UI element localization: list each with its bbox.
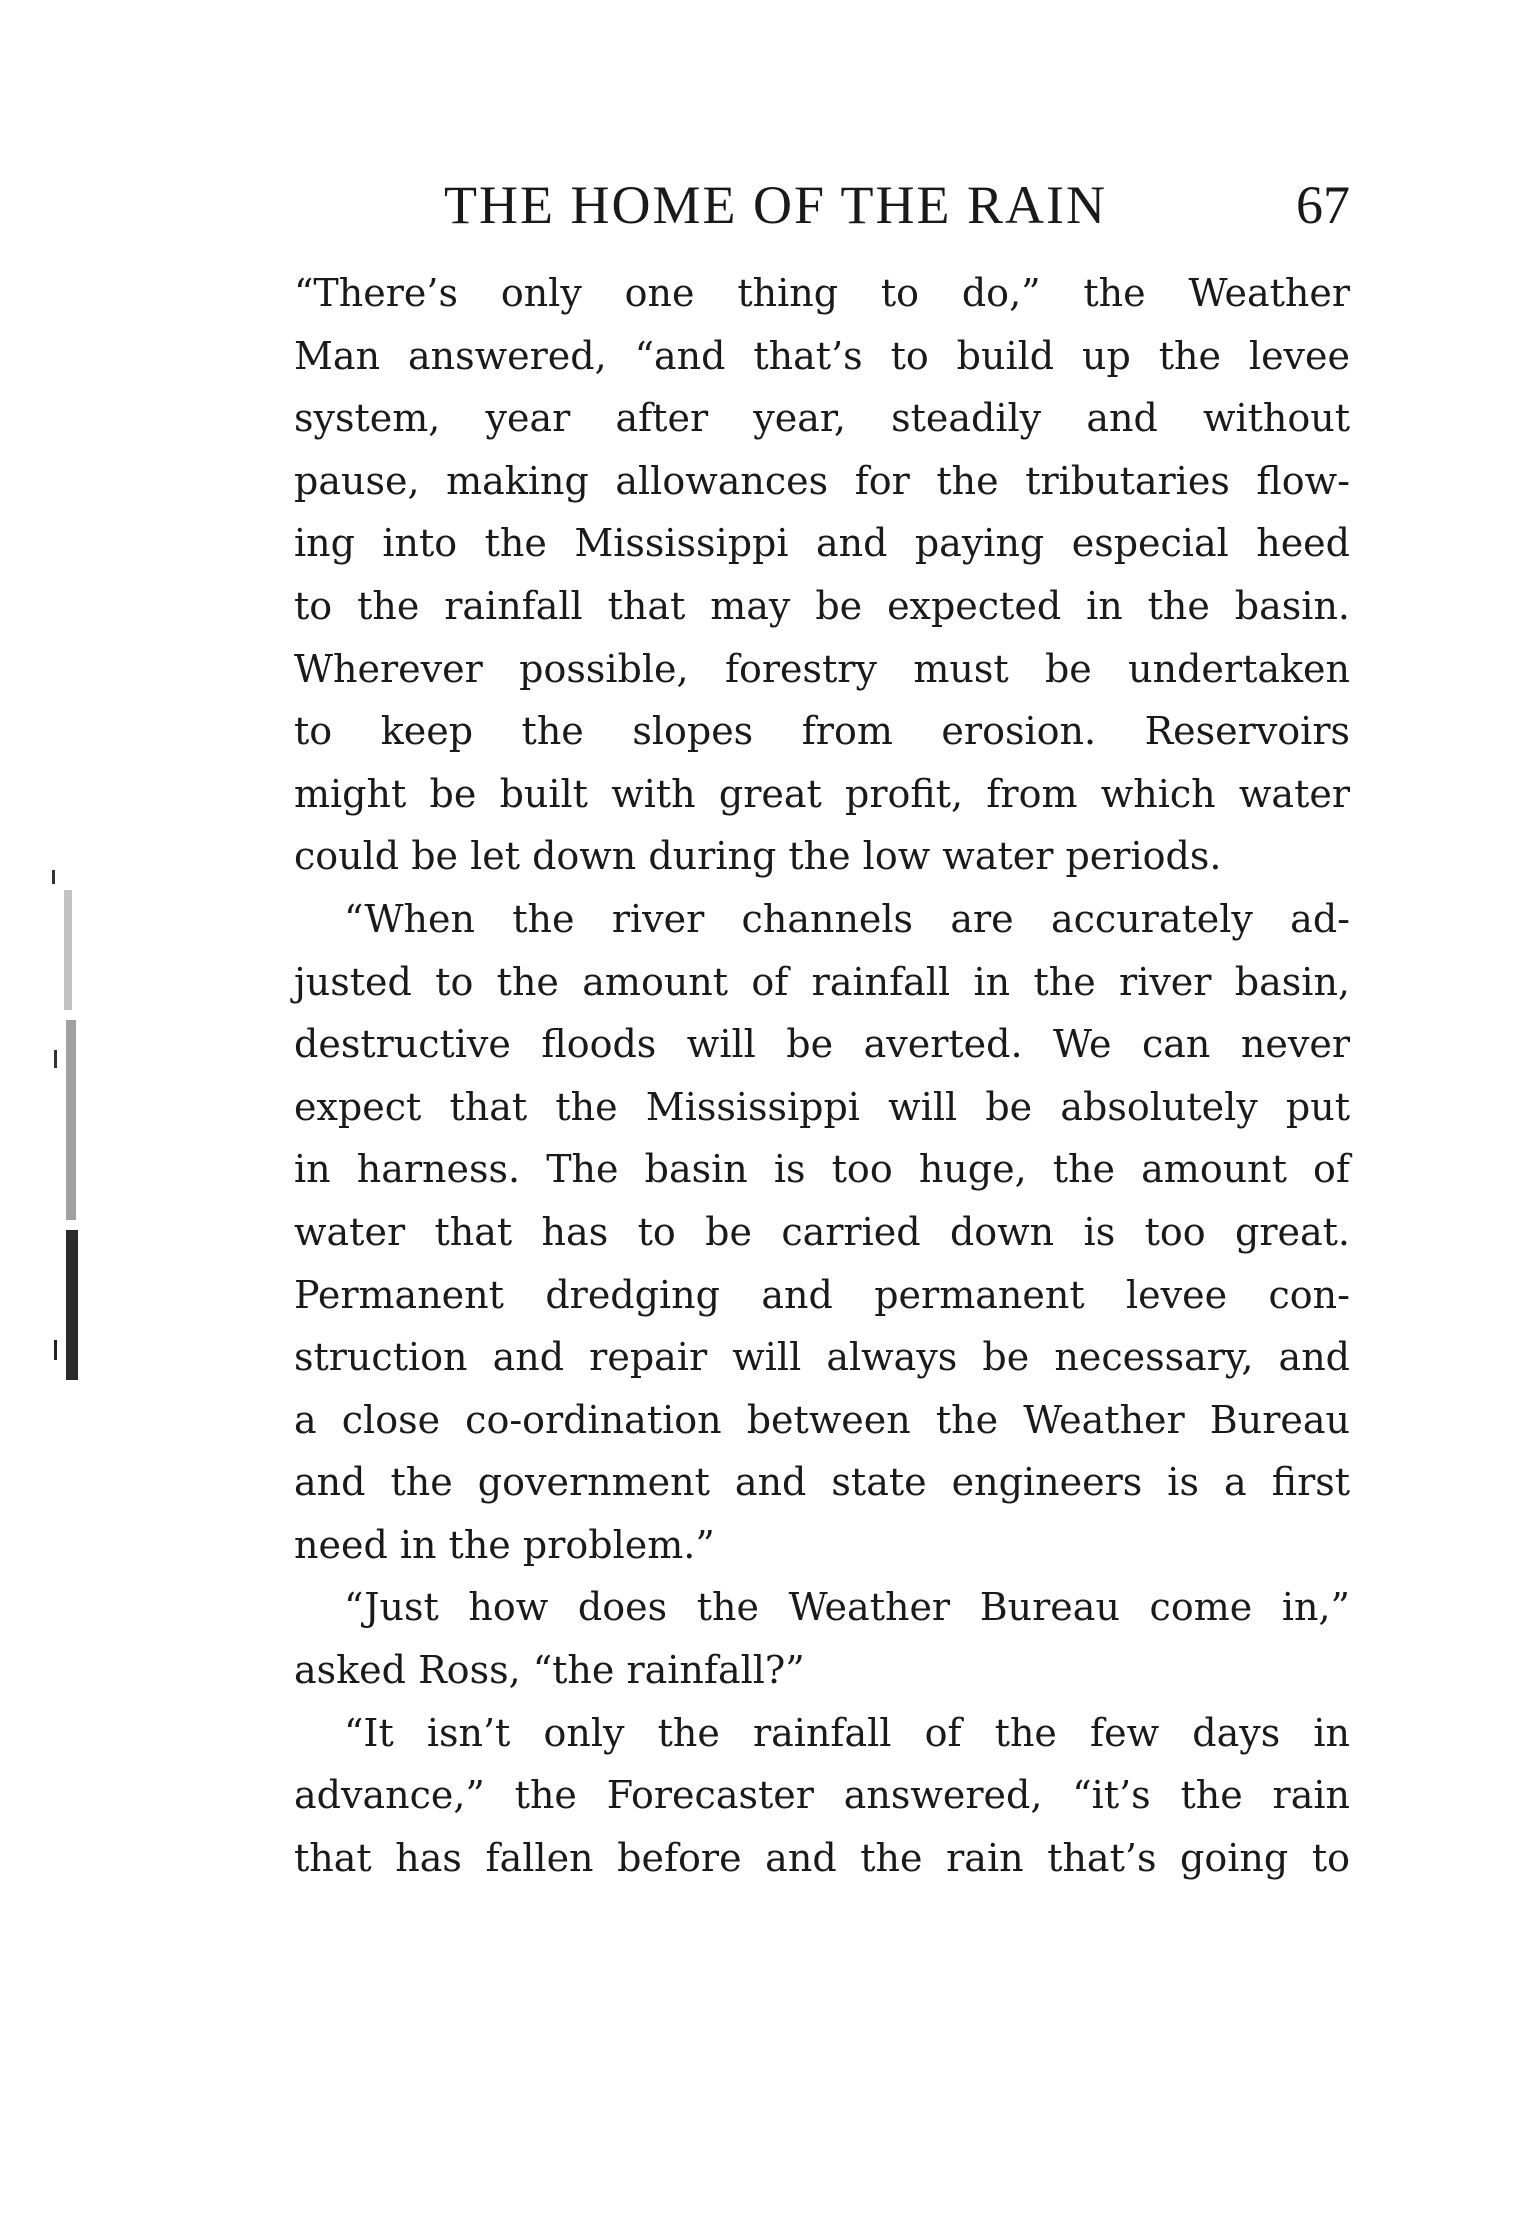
binding-mark <box>54 1340 57 1360</box>
text-line: water that has to be carried down is too great. <box>294 1209 1350 1254</box>
running-title: THE HOME OF THE RAIN <box>444 175 1107 235</box>
text-line: destructive floods will be averted. We can never <box>294 1022 1350 1067</box>
text-line: Man answered, “and that’s to build up the levee <box>294 333 1350 378</box>
text-line: advance,” the Forecaster answered, “it’s the rain <box>294 1773 1350 1818</box>
binding-shadow <box>50 850 100 1390</box>
text-line: struction and repair will always be necessary, and <box>294 1335 1350 1380</box>
text-line: a close co-ordination between the Weather Bureau <box>294 1397 1350 1442</box>
text-line: need in the problem.” <box>294 1522 715 1567</box>
text-line: expect that the Mississippi will be absolutely put <box>294 1084 1350 1129</box>
text-line: pause, making allowances for the tributaries flow- <box>294 458 1350 503</box>
text-line: that has fallen before and the rain that’s going to <box>294 1835 1350 1880</box>
text-line: Permanent dredging and permanent levee con- <box>294 1272 1350 1317</box>
text-line: ing into the Mississippi and paying especial heed <box>294 521 1350 566</box>
text-line: Wherever possible, forestry must be undertaken <box>294 646 1350 691</box>
body-text <box>294 262 1350 1889</box>
binding-mark <box>66 1230 78 1380</box>
text-line: to the rainfall that may be expected in the basin. <box>294 583 1350 628</box>
text-line: to keep the slopes from erosion. Reservoirs <box>294 709 1350 754</box>
text-line: “It isn’t only the rainfall of the few days in <box>344 1710 1350 1755</box>
text-line: asked Ross, “the rainfall?” <box>294 1648 805 1693</box>
text-line: in harness. The basin is too huge, the amount of <box>294 1147 1350 1192</box>
text-line: “When the river channels are accurately ad- <box>344 896 1350 941</box>
page-header <box>444 170 1350 240</box>
text-line: justed to the amount of rainfall in the river basin, <box>294 959 1350 1004</box>
binding-mark <box>66 1020 76 1220</box>
binding-mark <box>52 870 55 884</box>
text-line: could be let down during the low water periods. <box>294 834 1222 879</box>
text-line: might be built with great profit, from which water <box>294 771 1350 816</box>
binding-mark <box>64 890 72 1010</box>
text-line: “Just how does the Weather Bureau come in,” <box>344 1585 1350 1630</box>
page-number: 67 <box>1296 175 1350 235</box>
text-line: and the government and state engineers is a first <box>294 1460 1350 1505</box>
text-line: system, year after year, steadily and without <box>294 396 1350 441</box>
binding-mark <box>54 1050 57 1068</box>
text-line: “There’s only one thing to do,” the Weather <box>294 271 1350 315</box>
